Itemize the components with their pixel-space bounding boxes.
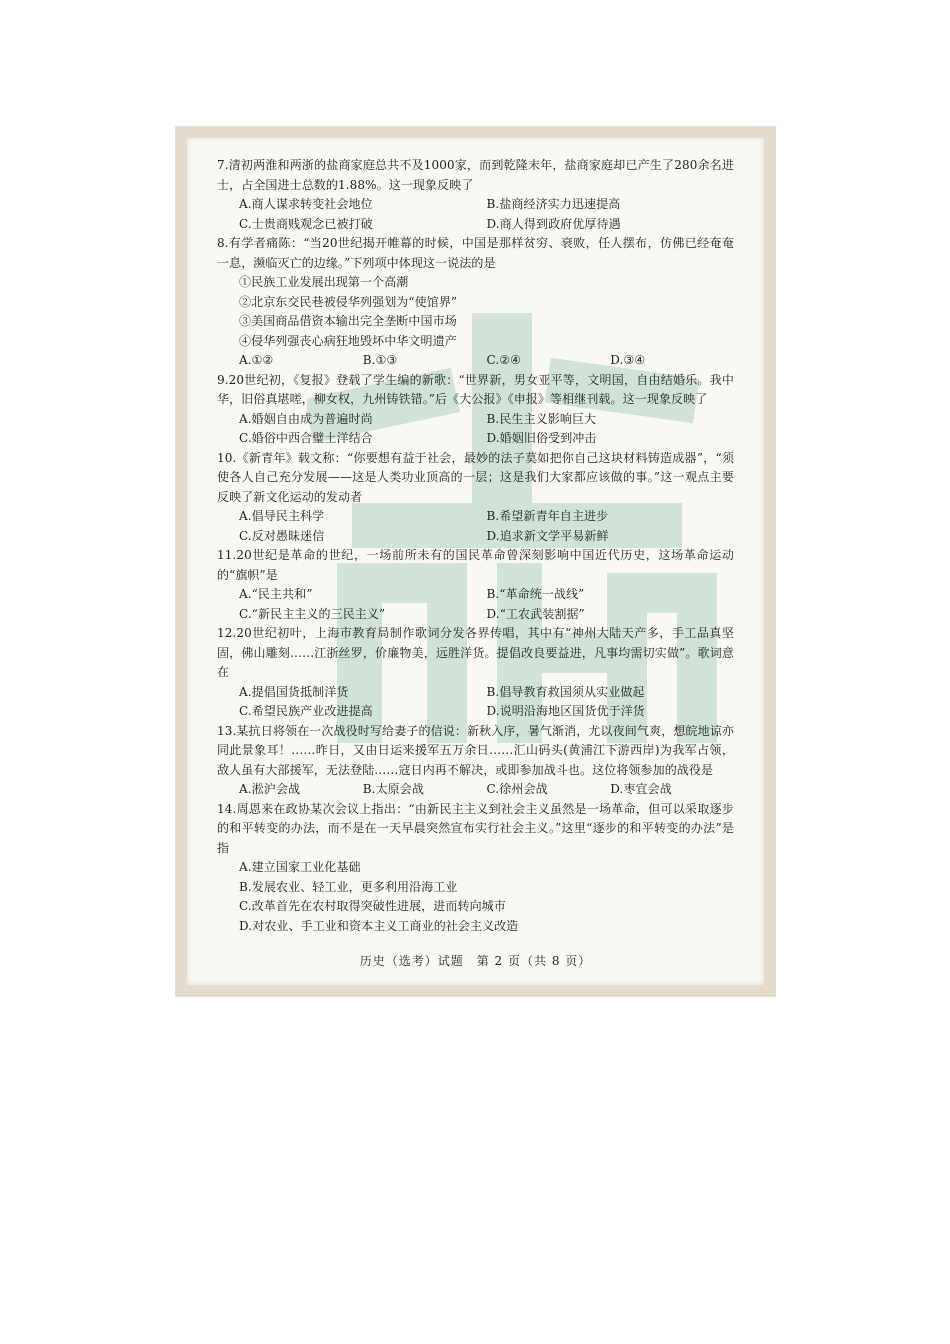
option-b: B.民生主义影响巨大 [486,411,597,426]
question-text: 11.20世纪是革命的世纪，一场前所未有的国民革命曾深刻影响中国近代历史，这场革命运动的“旗帜”是 [217,548,734,582]
statement-2: ②北京东交民巷被侵华列强划为“使馆界” [239,294,458,309]
option-a: A.提倡国货抵制洋货 [239,684,349,699]
question-list [217,156,734,936]
option-d: D.商人得到政府优厚待遇 [486,216,621,231]
option-d: D.婚姻旧俗受到冲击 [486,431,597,445]
option-c: C.改革首先在农村取得突破性进展，进而转向城市 [239,899,506,913]
option-d: D.“工农武装割据” [486,606,585,621]
question-text: 12.20世纪初叶，上海市教育局制作歌词分发各界传唱，其中有“神州大陆天产多，手工品真坚固，佛山雕刻……江浙丝罗，价廉物美，远胜洋货。提倡改良要益进，凡事均需切实做”。歌词意在 [217,626,734,679]
option-c: C.②④ [486,353,521,367]
option-d: D.说明沿海地区国货优于洋货 [486,704,645,718]
option-b: B.希望新青年自主进步 [486,509,609,523]
statement-1: ①民族工业发展出现第一个高潮 [239,275,409,289]
option-a: A.婚姻自由成为普遍时尚 [239,411,373,426]
option-c: C.希望民族产业改进提高 [239,704,373,718]
question-13 [217,722,734,800]
question-text: 13.某抗日将领在一次战役时写给妻子的信说：新秋入序，暑气渐消，尤以夜间气爽，想皖地谅亦同此景象耳！……昨日，又由日运来援军五万余日……汇山码头(黄浦江下游西岸)为我军占领，敌人虽有大部援军，无法登陆……寇日内再不解决，或即参加战斗也。这位将领参加的战役是 [217,723,734,777]
question-text: 9.20世纪初，《复报》登载了学生编的新歌：“世界新，男女亚平等，文明国，自由结婚乐。我中华，旧俗真堪嗟，柳女权，九州铸铁错。”后《大公报》《申报》等相继刊载。这一现象反映了 [217,372,734,406]
question-14 [217,800,734,937]
statement-3: ③美国商品借资本输出完全垄断中国市场 [239,314,457,328]
option-b: B.倡导教育救国须从实业做起 [486,684,645,699]
option-c: C.婚俗中西合璧土洋结合 [239,431,373,445]
option-c: C.士贵商贱观念已被打破 [239,216,373,231]
option-d: D.枣宜会战 [610,782,672,796]
question-text: 7.清初两淮和两浙的盐商家庭总共不及1000家，而到乾隆末年，盐商家庭却已产生了280余名进士，占全国进士总数的1.88%。这一现象反映了 [217,158,734,192]
question-text: 8.有学者痛陈：“当20世纪揭开帷幕的时候，中国是那样贫穷、衰败，任人摆布，仿佛已经奄奄一息，濒临灭亡的边缘。”下列项中体现这一说法的是 [217,236,734,270]
option-c: C.徐州会战 [486,782,548,796]
option-b: B.①③ [362,353,398,367]
option-b: B.“革命统一战线” [486,587,585,601]
question-10 [217,449,734,547]
question-text: 10.《新青年》载文称：“你要想有益于社会，最妙的法子莫如把你自己这块材料铸造成器”，“须使各人自己充分发展——这是人类功业顶高的一层；这是我们大家都应该做的事。”这一观点主要反映了新文化运动的发动者 [217,450,734,504]
exam-paper [187,138,764,985]
option-a: A.淞沪会战 [239,782,301,796]
option-a: A.建立国家工业化基础 [239,860,361,874]
option-a: A.“民主共和” [239,587,313,601]
option-d: D.追求新文学平易新鲜 [486,528,609,543]
question-text: 14.周恩来在政协某次会议上指出：“由新民主主义到社会主义虽然是一场革命，但可以采取逐步的和平转变的办法，而不是在一天早晨突然宣布实行社会主义。”这里“逐步的和平转变的办法”是指 [217,801,734,855]
question-8 [217,234,734,371]
statement-4: ④侵华列强丧心病狂地毁坏中华文明遗产 [239,333,457,348]
question-9 [217,371,734,449]
option-b: B.发展农业、轻工业，更多利用沿海工业 [239,879,458,894]
page-footer: 历史（选考）试题 第 2 页（共 8 页） [359,954,592,968]
option-b: B.太原会战 [362,782,424,796]
option-a: A.①② [239,353,274,367]
option-d: D.③④ [610,353,646,367]
option-a: A.倡导民主科学 [239,509,325,523]
question-11 [217,546,734,624]
option-b: B.盐商经济实力迅速提高 [486,197,621,211]
option-c: C.“新民主主义的三民主义” [239,606,386,621]
option-a: A.商人谋求转变社会地位 [239,197,373,211]
option-d: D.对农业、手工业和资本主义工商业的社会主义改造 [239,918,519,933]
option-c: C.反对愚昧迷信 [239,528,325,543]
scanned-exam-page [175,126,776,997]
question-12 [217,624,734,722]
question-7 [217,156,734,234]
